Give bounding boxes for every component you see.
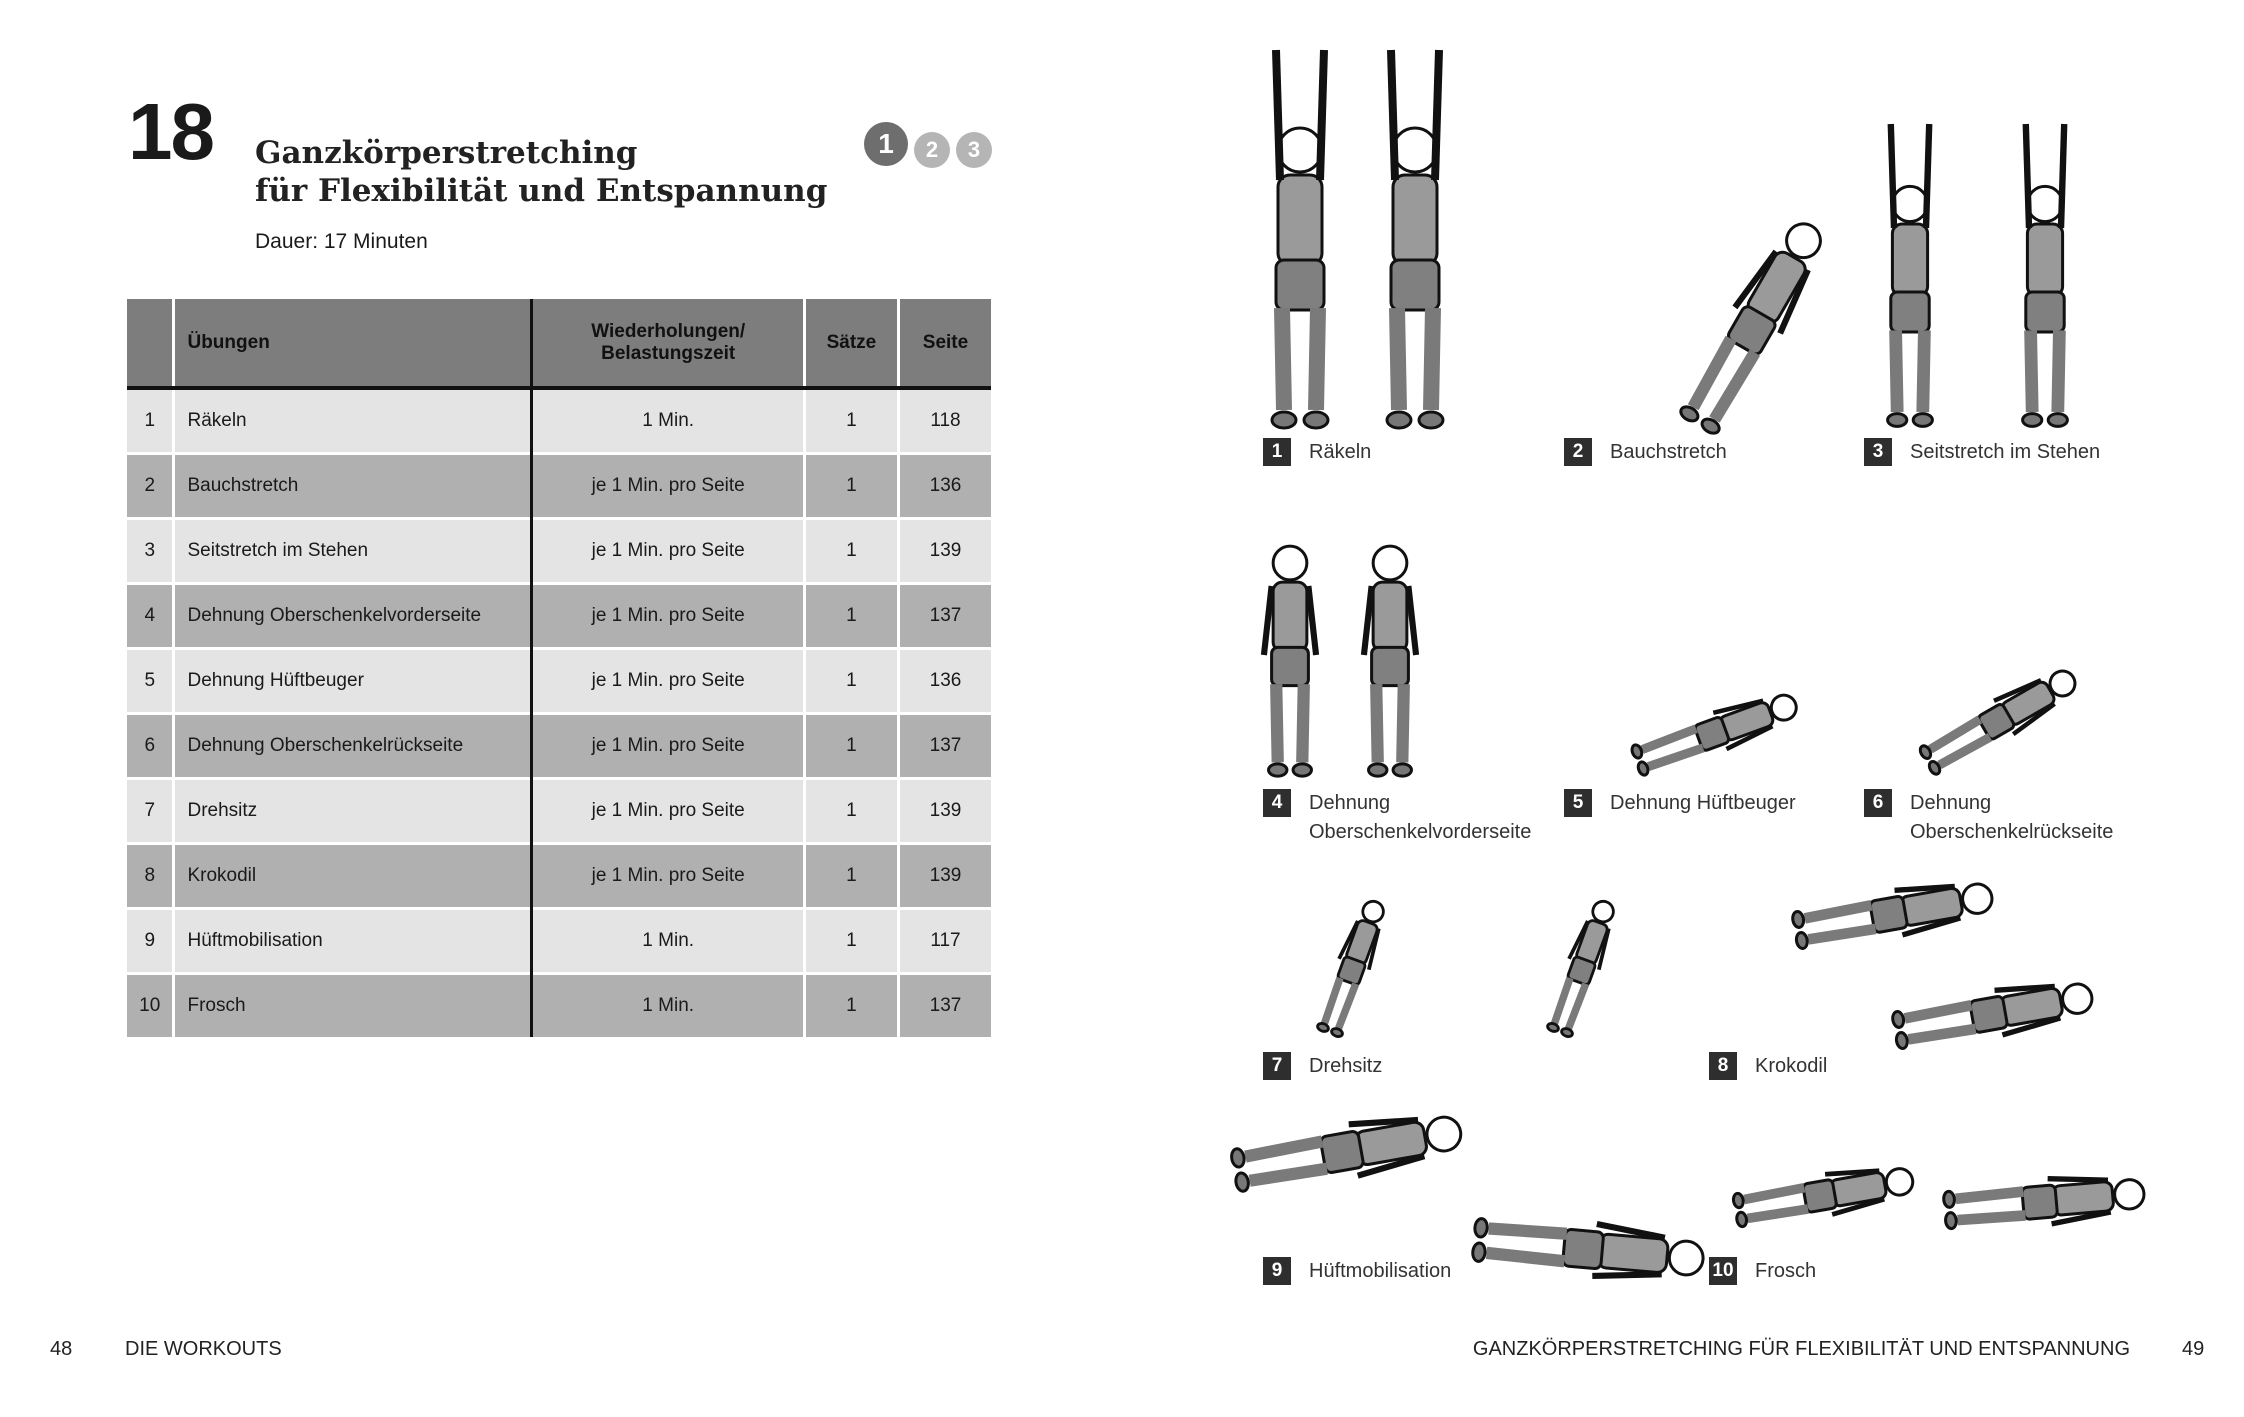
title-line-2: für Flexibilität und Entspannung (255, 173, 828, 209)
reps-value: je 1 Min. pro Seite (532, 779, 804, 844)
running-header-right: GANZKÖRPERSTRETCHING FÜR FLEXIBILITÄT UND ENTSPANNUNG (1472, 1338, 2130, 1360)
title-line-1: Ganzkörperstretching (255, 135, 638, 171)
exercise-figure (2023, 124, 2068, 426)
caption-text: Drehsitz (1309, 1055, 1383, 1077)
reps-value: 1 Min. (532, 388, 804, 454)
sets-value: 1 (804, 844, 898, 909)
sets-value: 1 (804, 454, 898, 519)
caption-text: Dehnung Hüftbeuger (1610, 792, 1796, 814)
exercise-figure (1916, 661, 2082, 779)
exercise-number-badge: 7 (1263, 1052, 1291, 1080)
row-number: 5 (127, 649, 174, 714)
exercise-name: Räkeln (174, 388, 532, 454)
header-reps-line1: Wiederholungen/ (591, 320, 746, 342)
exercise-name: Drehsitz (174, 779, 532, 844)
sets-value: 1 (804, 974, 898, 1038)
header-sets: Sätze (804, 299, 898, 388)
row-number: 6 (127, 714, 174, 779)
page-ref: 137 (898, 714, 991, 779)
reps-value: je 1 Min. pro Seite (532, 649, 804, 714)
exercise-name: Dehnung Oberschenkelvorderseite (174, 584, 532, 649)
exercise-number-badge: 3 (1864, 438, 1892, 466)
reps-value: 1 Min. (532, 909, 804, 974)
exercise-name: Frosch (174, 974, 532, 1038)
reps-value: 1 Min. (532, 974, 804, 1038)
caption-text: Bauchstretch (1610, 441, 1727, 463)
exercise-figure (1791, 874, 1996, 953)
sets-value: 1 (804, 714, 898, 779)
page-ref: 137 (898, 584, 991, 649)
exercise-figure (1229, 1105, 1465, 1196)
exercise-figure (1272, 50, 1328, 428)
sets-value: 1 (804, 519, 898, 584)
row-number: 7 (127, 779, 174, 844)
caption-text-line2: Oberschenkelrückseite (1910, 821, 2114, 843)
sets-value: 1 (804, 584, 898, 649)
exercise-figure (1314, 897, 1392, 1039)
caption-text: Dehnung (1309, 792, 1391, 814)
exercise-name: Bauchstretch (174, 454, 532, 519)
exercise-name: Hüftmobilisation (174, 909, 532, 974)
exercise-figure (1364, 546, 1416, 776)
caption-text: Seitstretch im Stehen (1910, 441, 2101, 463)
caption-text-line2: Oberschenkelvorderseite (1309, 821, 1532, 843)
exercise-name: Dehnung Oberschenkelrückseite (174, 714, 532, 779)
row-number: 9 (127, 909, 174, 974)
exercise-figure (1732, 1159, 1916, 1230)
exercise-figure (1888, 124, 1933, 426)
page-ref: 139 (898, 844, 991, 909)
exercise-figure (1472, 1213, 1706, 1285)
caption-text: Frosch (1755, 1260, 1817, 1282)
row-number: 3 (127, 519, 174, 584)
exercise-figure (1943, 1170, 2146, 1233)
exercise-number-badge: 4 (1263, 789, 1291, 817)
row-number: 1 (127, 388, 174, 454)
page-ref: 118 (898, 388, 991, 454)
page-ref: 139 (898, 519, 991, 584)
reps-value: je 1 Min. pro Seite (532, 454, 804, 519)
page-number-right: 49 (2182, 1338, 2205, 1360)
page-ref: 117 (898, 909, 991, 974)
exercise-number-badge: 9 (1263, 1257, 1291, 1285)
level-badge-1-active: 1 (864, 122, 908, 166)
sets-value: 1 (804, 779, 898, 844)
row-number: 10 (127, 974, 174, 1038)
caption-text: Dehnung (1910, 792, 1992, 814)
level-badge-3: 3 (956, 132, 992, 168)
sets-value: 1 (804, 909, 898, 974)
page-ref: 137 (898, 974, 991, 1038)
exercise-number-badge: 8 (1709, 1052, 1737, 1080)
header-exercises: Übungen (174, 299, 532, 388)
exercise-number-badge: 1 (1263, 438, 1291, 466)
caption-text: Hüftmobilisation (1309, 1260, 1452, 1282)
caption-text: Krokodil (1755, 1055, 1828, 1077)
page-ref: 136 (898, 454, 991, 519)
reps-value: je 1 Min. pro Seite (532, 519, 804, 584)
reps-value: je 1 Min. pro Seite (532, 844, 804, 909)
exercise-figure (1674, 213, 1834, 438)
page-number-left: 48 (50, 1338, 73, 1360)
exercise-figure (1891, 974, 2096, 1053)
sets-value: 1 (804, 649, 898, 714)
reps-value: je 1 Min. pro Seite (532, 584, 804, 649)
row-number: 4 (127, 584, 174, 649)
exercise-figure (1629, 685, 1802, 779)
row-number: 2 (127, 454, 174, 519)
exercise-name: Dehnung Hüftbeuger (174, 649, 532, 714)
row-number: 8 (127, 844, 174, 909)
exercise-figure (1387, 50, 1443, 428)
caption-text: Räkeln (1309, 441, 1372, 463)
duration: Dauer: 17 Minuten (255, 230, 428, 253)
page-ref: 136 (898, 649, 991, 714)
exercise-name: Krokodil (174, 844, 532, 909)
exercise-number-badge: 5 (1564, 789, 1592, 817)
exercise-number-badge: 10 (1709, 1257, 1737, 1285)
reps-value: je 1 Min. pro Seite (532, 714, 804, 779)
header-page: Seite (898, 299, 991, 388)
page-ref: 139 (898, 779, 991, 844)
sets-value: 1 (804, 388, 898, 454)
workout-number: 18 (128, 87, 213, 176)
exercise-number-badge: 2 (1564, 438, 1592, 466)
header-reps-line2: Belastungszeit (601, 342, 736, 364)
running-header-left: DIE WORKOUTS (125, 1338, 282, 1360)
exercise-number-badge: 6 (1864, 789, 1892, 817)
exercise-figure (1544, 897, 1622, 1039)
exercise-figure (1264, 546, 1316, 776)
exercise-name: Seitstretch im Stehen (174, 519, 532, 584)
level-badge-2: 2 (914, 132, 950, 168)
